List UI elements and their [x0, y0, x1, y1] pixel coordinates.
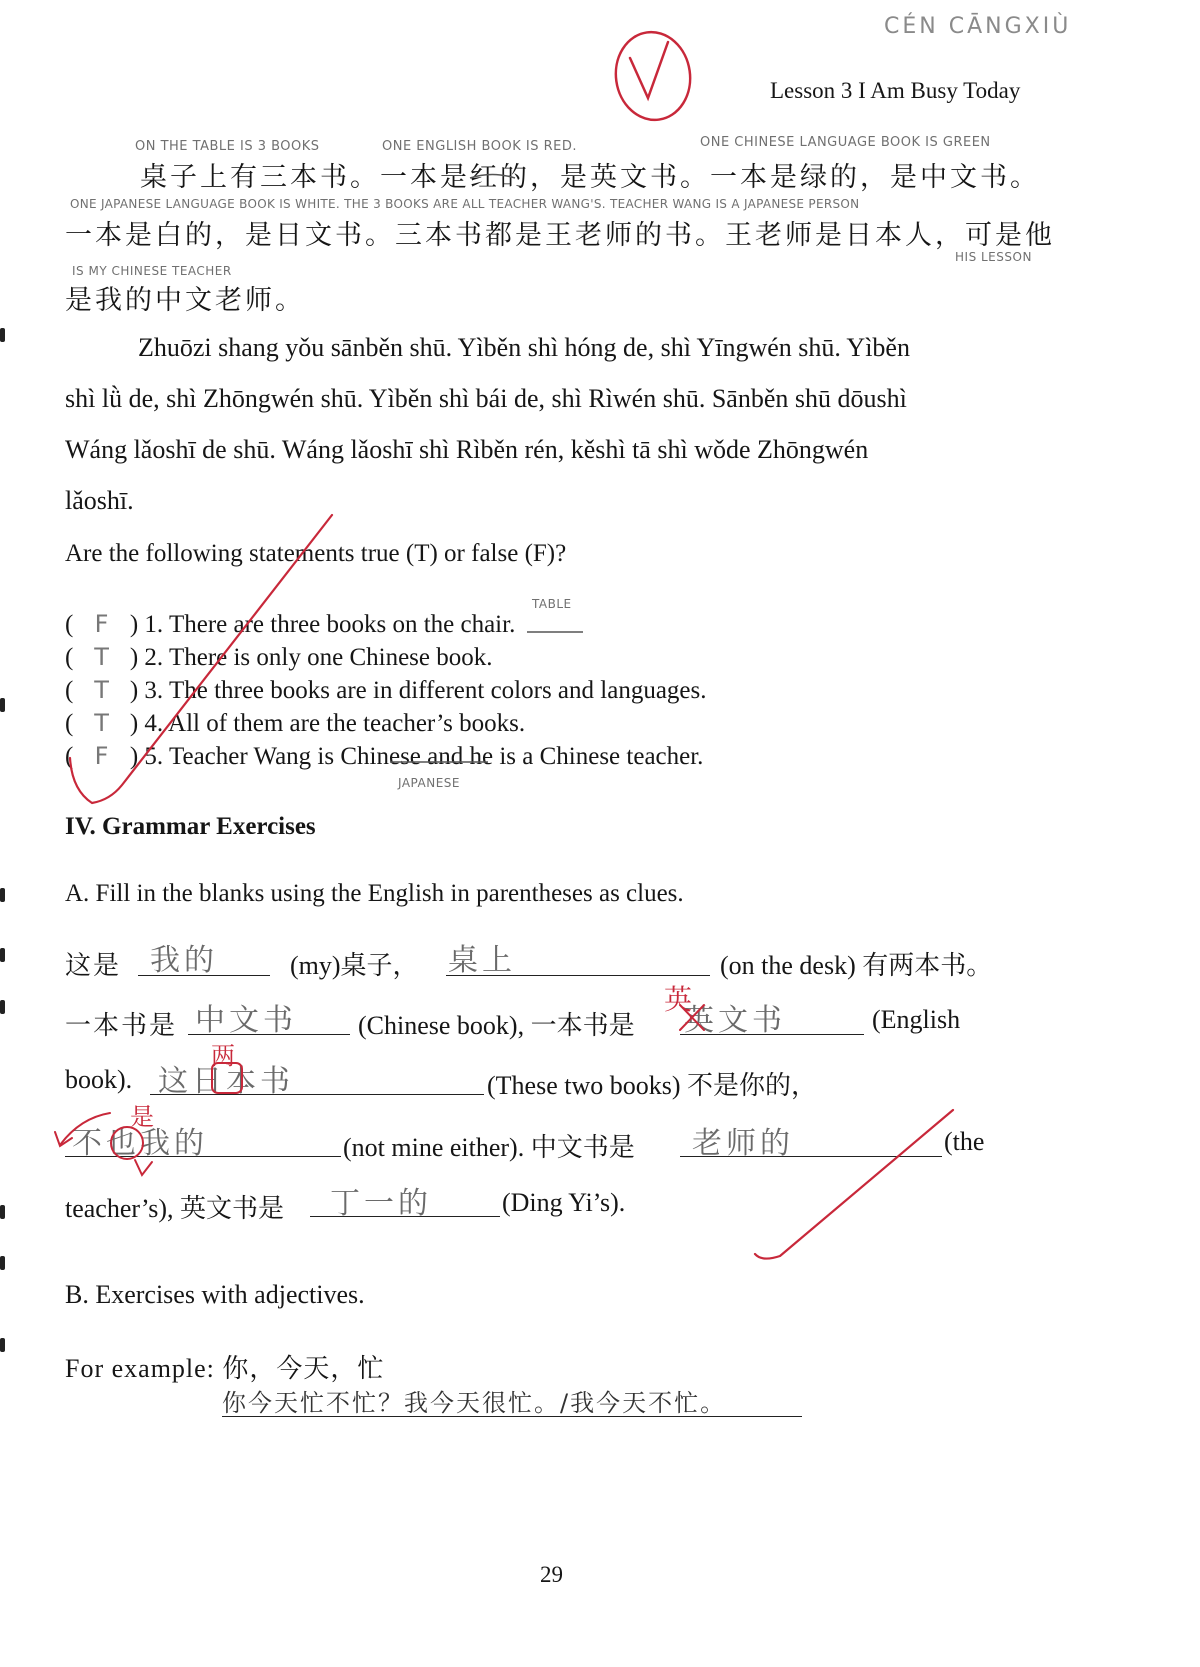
section-a-instruction: A. Fill in the blanks using the English in parentheses as clues.: [65, 880, 684, 907]
pinyin-line: Zhuōzi shang yǒu sānběn shū. Yìběn shì hóng de, shì Yīngwén shū. Yìběn: [138, 333, 910, 362]
fill-text: (not mine either). 中文书是: [343, 1133, 635, 1162]
fill-text: (English: [872, 1005, 961, 1034]
student-name: CÉN CĀNGXIÙ: [884, 14, 1072, 39]
fill-prefix: teacher’s), 英文书是: [65, 1194, 285, 1223]
tf-item: [65, 742, 703, 771]
tf-item: [65, 610, 515, 639]
underline-marks: [390, 175, 583, 763]
fill-prefix: 这是: [65, 951, 122, 980]
pinyin-line: shì lǜ de, shì Zhōngwén shū. Yìběn shì bái de, shì Rìwén shū. Sānběn shū dōushì: [65, 384, 907, 413]
section-b-heading: B. Exercises with adjectives.: [65, 1280, 365, 1309]
margin-mark: [0, 948, 5, 962]
margin-mark: [0, 328, 5, 342]
teacher-correction: 两: [211, 1042, 235, 1070]
fill-text: (These two books) 不是你的，: [487, 1071, 818, 1100]
reading-line: 是我的中文老师。: [65, 285, 305, 316]
lesson-title: Lesson 3 I Am Busy Today: [770, 78, 1021, 103]
section-heading: IV. Grammar Exercises: [65, 813, 316, 840]
tf-instruction: Are the following statements true (T) or false (F)?: [65, 540, 567, 567]
margin-mark: [0, 888, 5, 902]
tf-answer[interactable]: T: [94, 676, 109, 704]
fill-blank-line: [446, 975, 710, 976]
fill-answer[interactable]: 丁一的: [330, 1186, 432, 1221]
translation-annotation: HIS LESSON: [955, 250, 1032, 264]
tf-answer[interactable]: T: [94, 709, 109, 737]
example-answer: 你今天忙不忙？我今天很忙。/我今天不忙。: [222, 1389, 727, 1417]
translation-annotation: ONE CHINESE LANGUAGE BOOK IS GREEN: [700, 135, 991, 150]
correction-japanese: JAPANESE: [398, 776, 460, 790]
fill-prefix: 一本书是: [65, 1011, 178, 1040]
tf-statement: ) 5. Teacher Wang is Chinese and he is a Chinese teacher.: [129, 743, 704, 770]
checkmark-icon: [610, 27, 696, 124]
tf-item: [65, 709, 525, 738]
tf-item: [65, 676, 707, 705]
open-paren: (: [65, 677, 74, 704]
fill-blank-line: [188, 1034, 350, 1035]
tf-answer[interactable]: T: [94, 643, 109, 671]
example-label: For example: 你，今天，忙: [65, 1354, 385, 1383]
fill-blank-line: [680, 1034, 864, 1035]
fill-answer[interactable]: 不也我的: [72, 1126, 208, 1161]
margin-mark: [0, 1205, 5, 1219]
fill-answer[interactable]: 中文书: [195, 1003, 297, 1038]
fill-answer[interactable]: 桌上: [448, 943, 516, 978]
example-underline: [222, 1416, 802, 1417]
reading-line: 一本是白的，是日文书。三本书都是王老师的书。王老师是日本人，可是他: [65, 220, 1055, 251]
fill-answer[interactable]: 这日本书: [158, 1064, 294, 1099]
tf-statement: ) 2. There is only one Chinese book.: [129, 644, 493, 671]
open-paren: (: [65, 710, 74, 737]
tf-statement: ) 4. All of them are the teacher’s books.: [129, 710, 526, 737]
translation-annotation: ONE ENGLISH BOOK IS RED.: [382, 139, 577, 154]
pinyin-line: lǎoshī.: [65, 486, 134, 515]
translation-annotation: IS MY CHINESE TEACHER: [72, 264, 232, 278]
fill-blank-line: [138, 975, 270, 976]
fill-answer[interactable]: 老师的: [692, 1126, 794, 1161]
fill-answer[interactable]: 我的: [150, 943, 218, 978]
tf-statement: ) 3. The three books are in different colors and languages.: [129, 677, 707, 704]
fill-blank-line: [150, 1094, 484, 1095]
open-paren: (: [65, 743, 74, 770]
correction-table: TABLE: [532, 597, 572, 611]
fill-text: (Ding Yi’s).: [502, 1188, 626, 1217]
fill-blank-line: [310, 1216, 500, 1217]
tf-item: [65, 643, 493, 672]
teacher-correction: 英: [664, 983, 693, 1016]
translation-annotation: ON THE TABLE IS 3 BOOKS: [135, 139, 320, 154]
fill-blank-line: [65, 1156, 341, 1157]
open-paren: (: [65, 611, 74, 638]
tf-answer[interactable]: F: [94, 742, 109, 770]
fill-blank-line: [680, 1156, 942, 1157]
fill-text: (on the desk) 有两本书。: [720, 951, 993, 980]
reading-line: 桌子上有三本书。一本是红的，是英文书。一本是绿的，是中文书。: [140, 162, 1040, 193]
tf-answer[interactable]: F: [94, 610, 109, 638]
page-number: 29: [540, 1562, 563, 1587]
fill-text: (Chinese book), 一本书是: [358, 1011, 635, 1040]
teacher-correction: 是: [130, 1103, 154, 1131]
margin-mark: [0, 698, 5, 712]
pinyin-line: Wáng lǎoshī de shū. Wáng lǎoshī shì Rìběn rén, kěshì tā shì wǒde Zhōngwén: [65, 435, 869, 464]
fill-prefix: book).: [65, 1065, 133, 1094]
tf-statement: ) 1. There are three books on the chair.: [129, 611, 516, 638]
margin-mark: [0, 1000, 5, 1014]
open-paren: (: [65, 644, 74, 671]
margin-mark: [0, 1338, 5, 1352]
fill-text: (my)桌子，: [290, 951, 419, 980]
fill-text: (the: [944, 1127, 985, 1156]
fill-answer[interactable]: 英文书: [684, 1003, 786, 1038]
translation-annotation: ONE JAPANESE LANGUAGE BOOK IS WHITE. THE 3 BOOKS ARE ALL TEACHER WANG'S. TEACHER WANG IS A JAPANESE PERSON: [70, 197, 860, 211]
margin-mark: [0, 1256, 5, 1270]
